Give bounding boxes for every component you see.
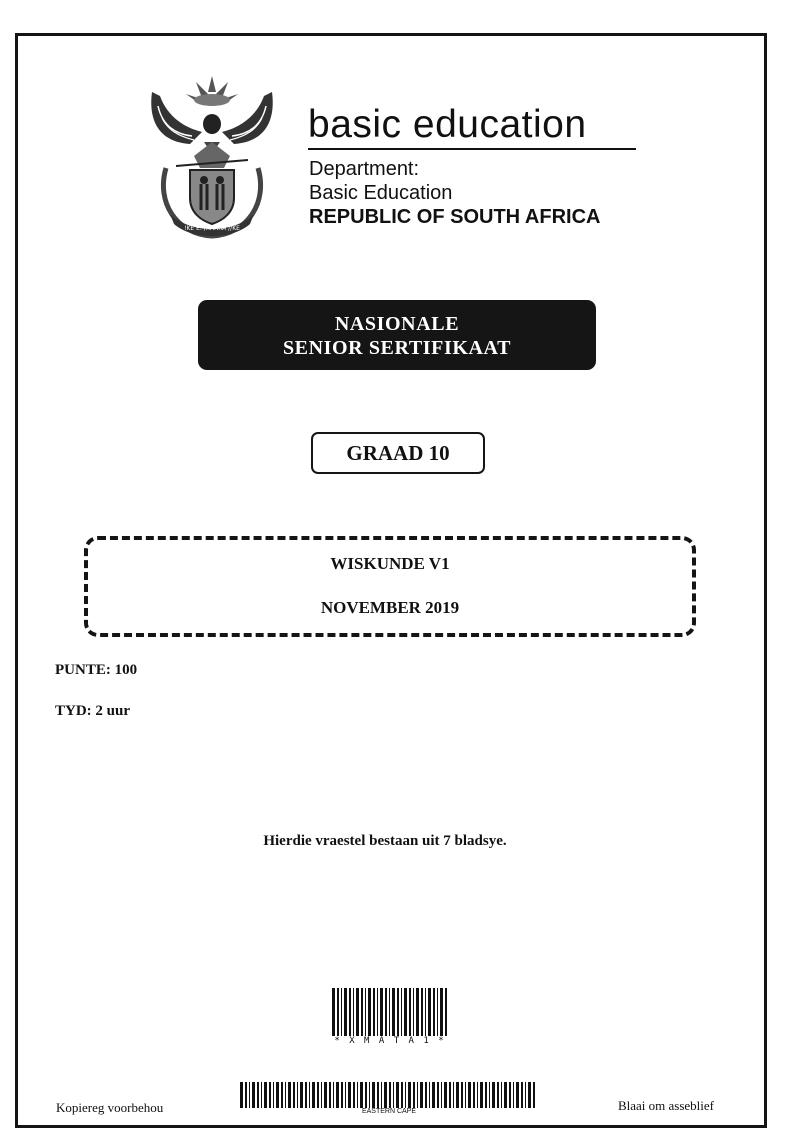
barcode-bar <box>428 988 431 1036</box>
barcode-bar <box>276 1082 279 1108</box>
barcode-bar <box>405 1082 406 1108</box>
barcode-bar <box>281 1082 283 1108</box>
barcode-bar <box>257 1082 259 1108</box>
department-block <box>309 157 600 229</box>
barcode-bar <box>445 988 447 1036</box>
barcode-bar <box>433 988 435 1036</box>
barcode-bar <box>252 1082 255 1108</box>
barcode-bar <box>332 988 335 1036</box>
barcode-bar <box>377 1082 379 1108</box>
barcode-bar <box>440 988 443 1036</box>
barcode-bar <box>489 1082 490 1108</box>
barcode-bar <box>421 988 423 1036</box>
brand-divider <box>308 148 636 150</box>
barcode-bar <box>396 1082 399 1108</box>
barcode-bar <box>413 988 414 1036</box>
barcode-bar <box>404 988 407 1036</box>
barcode-bar <box>477 1082 478 1108</box>
barcode-bar <box>437 988 438 1036</box>
barcode-bar <box>389 1082 391 1108</box>
barcode-bar <box>317 1082 319 1108</box>
barcode-bar <box>293 1082 295 1108</box>
barcode-bar <box>269 1082 271 1108</box>
barcode-bar <box>309 1082 310 1108</box>
exam-code-barcode <box>332 988 448 1036</box>
barcode-bar <box>425 1082 427 1108</box>
region-barcode <box>240 1082 538 1108</box>
certificate-banner <box>198 300 596 370</box>
barcode-bar <box>385 988 387 1036</box>
barcode-bar <box>461 1082 463 1108</box>
barcode-bar <box>465 1082 466 1108</box>
barcode-bar <box>357 1082 358 1108</box>
barcode-bar <box>420 1082 423 1108</box>
barcode-bar <box>533 1082 535 1108</box>
barcode-bar <box>389 988 390 1036</box>
barcode-bar <box>525 1082 526 1108</box>
barcode-bar <box>336 1082 339 1108</box>
turn-page-note: Blaai om asseblief <box>617 1098 714 1113</box>
barcode-bar <box>341 1082 343 1108</box>
barcode-bar <box>344 988 347 1036</box>
barcode-bar <box>249 1082 250 1108</box>
barcode-bar <box>509 1082 511 1108</box>
brand-title-text: basic education <box>308 103 587 146</box>
barcode-bar <box>245 1082 247 1108</box>
brand-title <box>308 102 587 148</box>
barcode-bar <box>240 1082 243 1108</box>
barcode-bar <box>413 1082 415 1108</box>
barcode-bar <box>425 988 426 1036</box>
barcode-bar <box>456 1082 459 1108</box>
barcode-bar <box>345 1082 346 1108</box>
country-name: REPUBLIC OF SOUTH AFRICA <box>309 206 601 228</box>
barcode-bar <box>312 1082 315 1108</box>
barcode-bar <box>429 1082 430 1108</box>
barcode-bar <box>356 988 359 1036</box>
barcode-bar <box>380 988 383 1036</box>
barcode-bar <box>408 1082 411 1108</box>
department-name: Basic Education <box>309 182 453 204</box>
barcode-bar <box>417 1082 418 1108</box>
barcode-bar <box>449 1082 451 1108</box>
barcode-bar <box>333 1082 334 1108</box>
barcode-bar <box>392 988 395 1036</box>
barcode-bar <box>444 1082 447 1108</box>
exam-date: NOVEMBER 2019 <box>320 598 460 617</box>
region-text: EASTERN CAPE <box>361 1108 417 1115</box>
barcode-bar <box>473 1082 475 1108</box>
barcode-bar <box>341 988 342 1036</box>
barcode-bar <box>492 1082 495 1108</box>
barcode-bar <box>384 1082 387 1108</box>
barcode-bar <box>504 1082 507 1108</box>
barcode-bar <box>368 988 371 1036</box>
barcode-bar <box>485 1082 487 1108</box>
barcode-bar <box>409 988 411 1036</box>
barcode-bar <box>349 988 351 1036</box>
time-label: TYD: 2 uur <box>55 703 131 719</box>
subject-box <box>84 536 696 637</box>
barcode-bar <box>441 1082 442 1108</box>
marks-label: PUNTE: 100 <box>55 662 138 678</box>
barcode-bar <box>261 1082 262 1108</box>
barcode-bar <box>513 1082 514 1108</box>
barcode-bar <box>264 1082 267 1108</box>
barcode-bar <box>401 988 402 1036</box>
barcode-bar <box>480 1082 483 1108</box>
barcode-bar <box>521 1082 523 1108</box>
barcode-bar <box>437 1082 439 1108</box>
barcode-bar <box>381 1082 382 1108</box>
barcode-bar <box>273 1082 274 1108</box>
barcode-bar <box>337 988 339 1036</box>
barcode-bar <box>321 1082 322 1108</box>
barcode-bar <box>528 1082 531 1108</box>
barcode-bar <box>329 1082 331 1108</box>
barcode-bar <box>348 1082 351 1108</box>
barcode-bar <box>501 1082 502 1108</box>
barcode-bar <box>360 1082 363 1108</box>
barcode-bar <box>372 1082 375 1108</box>
barcode-bar <box>416 988 419 1036</box>
barcode-bar <box>468 1082 471 1108</box>
barcode-bar <box>369 1082 370 1108</box>
barcode-bar <box>324 1082 327 1108</box>
barcode-bar <box>305 1082 307 1108</box>
barcode-bar <box>365 988 366 1036</box>
barcode-bar <box>432 1082 435 1108</box>
barcode-bar <box>288 1082 291 1108</box>
barcode-bar <box>516 1082 519 1108</box>
barcode-bar <box>353 988 354 1036</box>
department-label: Department: <box>309 158 420 180</box>
subject-name: WISKUNDE V1 <box>330 554 450 573</box>
barcode-bar <box>297 1082 298 1108</box>
copyright-note: Kopiereg voorbehou <box>56 1100 164 1115</box>
certificate-line-2: SENIOR SERTIFIKAAT <box>282 337 512 359</box>
barcode-bar <box>300 1082 303 1108</box>
barcode-bar <box>453 1082 454 1108</box>
exam-code-text: * X M A T A 1 * <box>334 1036 446 1046</box>
certificate-line-1: NASIONALE <box>334 313 460 335</box>
barcode-bar <box>353 1082 355 1108</box>
barcode-bar <box>401 1082 403 1108</box>
barcode-bar <box>393 1082 394 1108</box>
coat-motto: !KE E: /XARRA //KE <box>184 225 240 232</box>
barcode-bar <box>285 1082 286 1108</box>
barcode-bar <box>497 1082 499 1108</box>
barcode-bar <box>365 1082 367 1108</box>
page-count-note: Hierdie vraestel bestaan uit 7 bladsye. <box>263 833 507 849</box>
barcode-bar <box>361 988 363 1036</box>
barcode-bar <box>397 988 399 1036</box>
barcode-bar <box>373 988 375 1036</box>
coat-of-arms-icon <box>146 72 278 242</box>
grade-badge: GRAAD 10 <box>311 432 485 474</box>
barcode-bar <box>377 988 378 1036</box>
